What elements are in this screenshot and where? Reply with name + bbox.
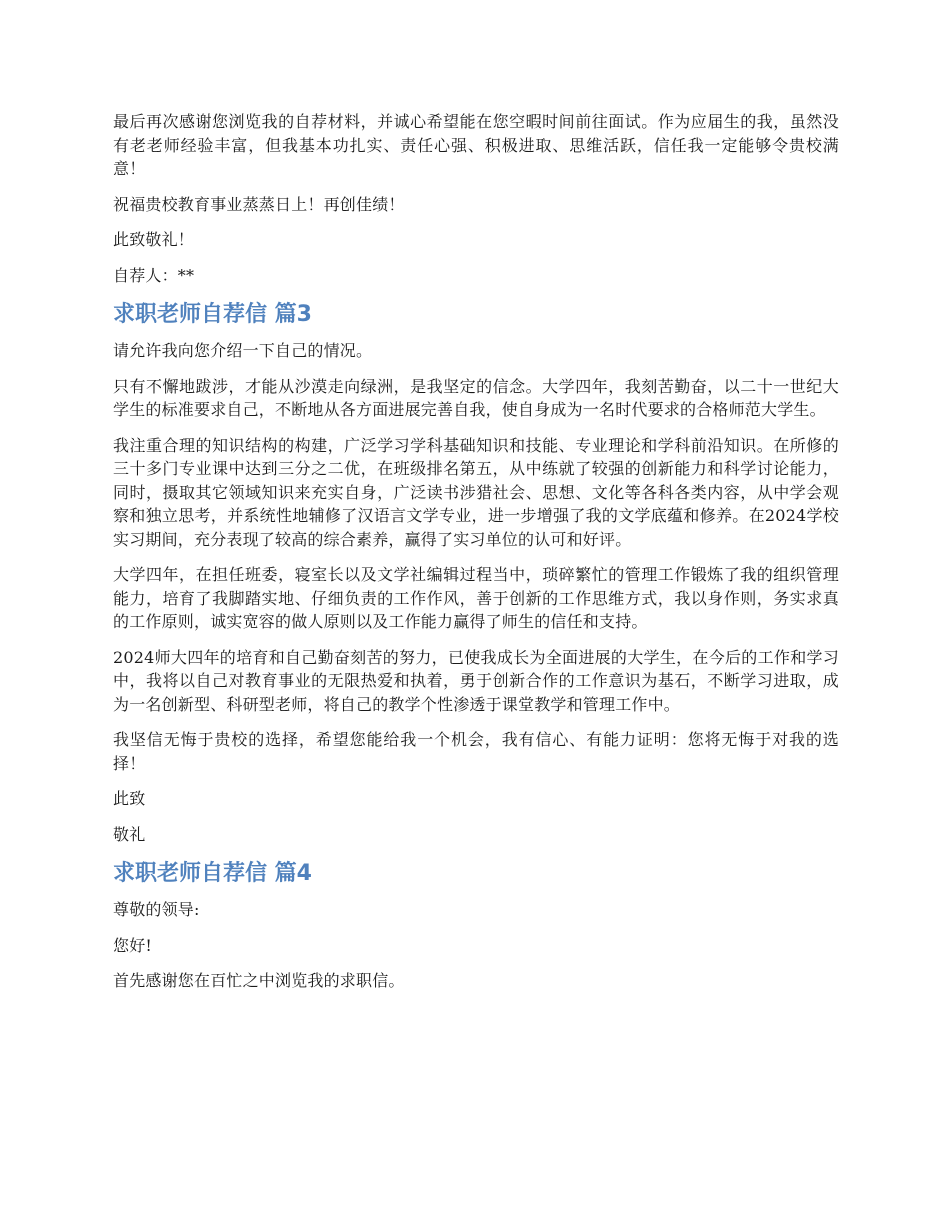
section-4-heading: 求职老师自荐信 篇4 xyxy=(113,861,312,886)
section-3-heading: 求职老师自荐信 篇3 xyxy=(113,302,312,327)
section-3-paragraph: 我注重合理的知识结构的构建，广泛学习学科基础知识和技能、专业理论和学科前沿知识。在所修的三十多门专业课中达到三分之二优，在班级排名第五，从中练就了较强的创新能力和科学讨论能力，同时，摄取其它领域知识来充实自身，广泛读书涉猎社会、思想、文化等各科各类内容，从中学会观察和独立思考，并系统性地辅修了汉语言文学专业，进一步增强了我的文学底蕴和修养。在2024学校实习期间，充分表现了较高的综合素养，赢得了实习单位的认可和好评。 xyxy=(113,435,839,549)
closing-paragraph: 最后再次感谢您浏览我的自荐材料，并诚心希望能在您空暇时间前往面试。作为应届生的我，虽然没有老老师经验丰富，但我基本功扎实、责任心强、积极进取、思维活跃，信任我一定能够令贵校满意！ xyxy=(113,112,839,178)
salutation-line: 此致敬礼！ xyxy=(113,230,195,249)
section-3-paragraph: 我坚信无悔于贵校的选择，希望您能给我一个机会，我有信心、有能力证明：您将无悔于对我的选择！ xyxy=(113,730,839,773)
section-3-closing: 敬礼 xyxy=(113,824,146,844)
document-page xyxy=(113,110,839,1005)
section-3-closing: 此致 xyxy=(113,789,146,808)
signature-line: 自荐人：** xyxy=(113,265,195,285)
section-3-paragraph: 大学四年，在担任班委，寝室长以及文学社编辑过程当中，琐碎繁忙的管理工作锻炼了我的组织管理能力，培育了我脚踏实地、仔细负责的工作作风，善于创新的工作思维方式，我以身作则，务实求真的工作原则，诚实宽容的做人原则以及工作能力赢得了师生的信任和支持。 xyxy=(113,565,839,631)
section-4-greeting: 尊敬的领导: xyxy=(113,900,200,919)
section-4-paragraph: 首先感谢您在百忙之中浏览我的求职信。 xyxy=(113,971,405,990)
section-3-paragraph: 2024师大四年的培育和自己勤奋刻苦的努力，已使我成长为全面进展的大学生，在今后的工作和学习中，我将以自己对教育事业的无限热爱和执着，勇于创新合作的工作意识为基石，不断学习进取，成为一名创新型、科研型老师，将自己的教学个性渗透于课堂教学和管理工作中。 xyxy=(113,647,839,714)
section-3-intro: 请允许我向您介绍一下自己的情况。 xyxy=(113,341,373,360)
blessing-line: 祝福贵校教育事业蒸蒸日上！再创佳绩！ xyxy=(113,194,405,214)
section-3-paragraph: 只有不懈地跋涉，才能从沙漠走向绿洲，是我坚定的信念。大学四年，我刻苦勤奋，以二十一世纪大学生的标准要求自己，不断地从各方面进展完善自我，使自身成为一名时代要求的合格师范大学生。 xyxy=(113,376,839,419)
section-4-greeting: 您好! xyxy=(113,935,153,955)
